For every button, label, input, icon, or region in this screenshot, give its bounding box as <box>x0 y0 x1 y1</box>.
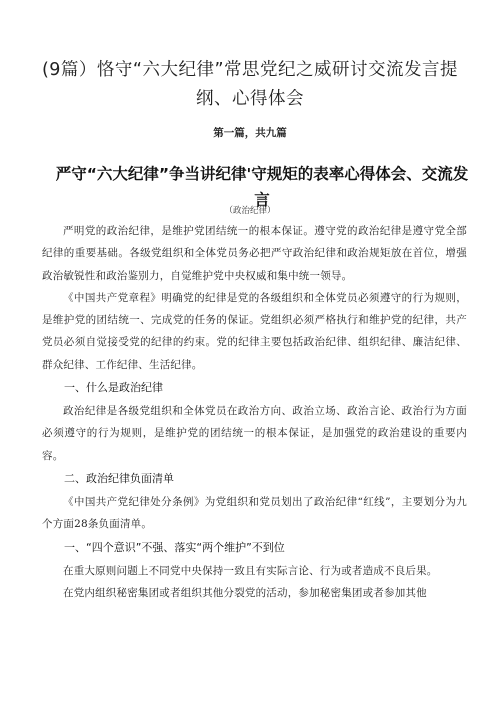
body-paragraph: 《中国共产党章程》明确党的纪律是党的各级组织和全体党员必须遵守的行为规则，是维护党的团结统一、完成党的任务的保证。党组织必须严格执行和维护党的纪律，共产党员必须自觉接受党的纪律的约束。党的纪律主要包括政治纪律、组织纪律、廉洁纪律、群众纪律、工作纪律、生活纪律。 <box>42 291 467 371</box>
part-label: 第一篇，共九篇 <box>213 127 287 139</box>
body-paragraph: 在重大原则问题上不同党中央保持一致且有实际言论、行为或者造成不良后果。 <box>63 564 438 577</box>
document-title: (9篇）恪守“六大纪律”常思党纪之威研讨交流发言提纲、心得体会 <box>41 59 459 109</box>
section-heading: 二、政治纪律负面清单 <box>64 471 174 485</box>
body-paragraph: 《中国共产党纪律处分条例》为党组织和党员划出了政治纪律“红线”，主要划分为九个方面28条负面清单。 <box>42 495 467 531</box>
body-paragraph: 在党内组织秘密集团或者组织其他分裂党的活动，参加秘密集团或者参加其他 <box>63 586 427 599</box>
section-title: 严守“六大纪律”争当讲纪律'守规矩的表率心得体会、交流发言 <box>55 164 469 209</box>
body-paragraph: 严明党的政治纪律，是维护党团结统一的根本保证。遵守党的政治纪律是遵守党全部纪律的重要基础。各级党组织和全体党员务必把严守政治纪律和政治规矩放在首位，增强政治敏锐性和政治鉴别力，自觉维护党中央权威和集中统一领导。 <box>42 225 467 282</box>
section-note: （政治纪律） <box>224 206 276 216</box>
section-heading: 一、“四个意识”不强、落实“两个维护”不到位 <box>64 540 285 554</box>
document-body <box>42 220 467 604</box>
section-heading: 一、什么是政治纪律 <box>64 381 163 395</box>
body-paragraph: 政治纪律是各级党组织和全体党员在政治方向、政治立场、政治言论、政治行为方面必须遵守的行为规则，是维护党的团结统一的根本保证，是加强党的政治建设的重要内容。 <box>42 405 467 462</box>
